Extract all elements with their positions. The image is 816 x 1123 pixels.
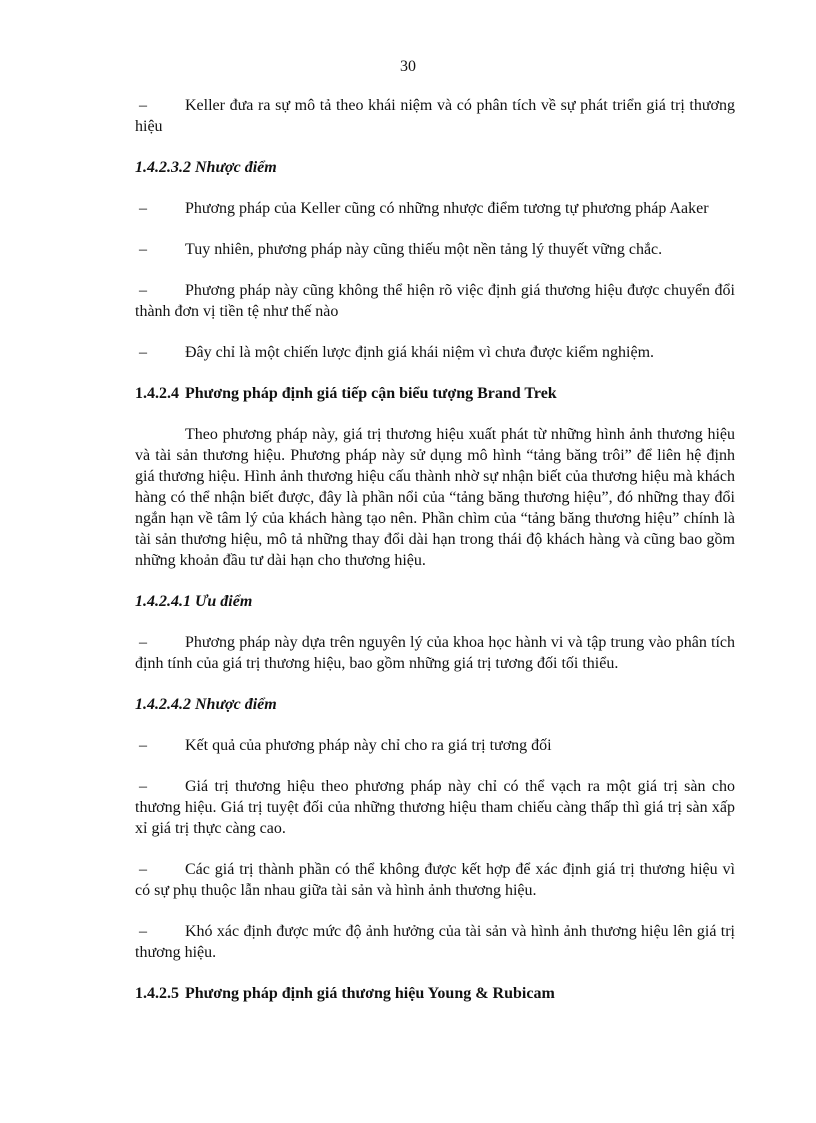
bullet-dash: – <box>139 241 147 258</box>
section-heading <box>135 383 735 404</box>
bullet-text: Tuy nhiên, phương pháp này cũng thiếu một nền tảng lý thuyết vững chắc. <box>185 241 663 258</box>
bullet-text: Kết quả của phương pháp này chỉ cho ra giá trị tương đối <box>185 737 552 754</box>
bullet-item <box>135 735 735 756</box>
bullet-item <box>135 342 735 363</box>
bullet-item <box>135 198 735 219</box>
bullet-dash: – <box>139 923 147 940</box>
section-heading <box>135 983 735 1004</box>
section-number: 1.4.2.5 <box>135 985 179 1002</box>
section-heading: 1.4.2.3.2 Nhược điểm <box>135 159 277 176</box>
section-title: Phương pháp định giá tiếp cận biểu tượng Brand Trek <box>185 385 557 402</box>
bullet-item <box>135 95 735 137</box>
bullet-dash: – <box>139 737 147 754</box>
section-title: Phương pháp định giá thương hiệu Young & Rubicam <box>185 985 555 1002</box>
bullet-item <box>135 776 735 839</box>
bullet-dash: – <box>139 97 147 114</box>
bullet-text: Đây chỉ là một chiến lược định giá khái niệm vì chưa được kiểm nghiệm. <box>185 344 655 361</box>
bullet-text: Phương pháp của Keller cũng có những nhược điểm tương tự phương pháp Aaker <box>185 200 709 217</box>
bullet-item <box>135 239 735 260</box>
bullet-text: Phương pháp này cũng không thể hiện rõ việc định giá thương hiệu được chuyển đổi thành đơn vị tiền tệ như thế nào <box>135 282 735 320</box>
bullet-item <box>135 859 735 901</box>
bullet-text: Khó xác định được mức độ ảnh hưởng của tài sản và hình ảnh thương hiệu lên giá trị thương hiệu. <box>135 923 735 961</box>
bullet-dash: – <box>139 634 147 651</box>
bullet-text: Giá trị thương hiệu theo phương pháp này chỉ có thể vạch ra một giá trị sàn cho thương hiệu. Giá trị tuyệt đối của những thương hiệu tham chiếu càng thấp thì giá trị sàn xấp xỉ giá trị thực càng cao. <box>135 778 735 837</box>
body-paragraph: Theo phương pháp này, giá trị thương hiệu xuất phát từ những hình ảnh thương hiệu và tài sản thương hiệu. Phương pháp này sử dụng mô hình “tảng băng trôi” để liên hệ định giá thương hiệu. Hình ảnh thương hiệu cấu thành nhờ sự nhận biết của thương hiệu mà khách hàng có thể nhận biết được, đây là phần nổi của “tảng băng thương hiệu”, đó những thay đổi ngắn hạn về tâm lý của khách hàng tạo nên. Phần chìm của “tảng băng thương hiệu” chính là tài sản thương hiệu, mô tả những thay đổi dài hạn trong thái độ khách hàng và cũng bao gồm những khoản đầu tư dài hạn cho thương hiệu. <box>135 426 735 569</box>
page-content <box>135 95 735 1024</box>
bullet-text: Phương pháp này dựa trên nguyên lý của khoa học hành vi và tập trung vào phân tích định tính của giá trị thương hiệu, bao gồm những giá trị tương đối tối thiểu. <box>135 634 735 672</box>
bullet-dash: – <box>139 344 147 361</box>
bullet-dash: – <box>139 778 147 795</box>
page-number: 30 <box>400 58 416 75</box>
bullet-text: Keller đưa ra sự mô tả theo khái niệm và có phân tích về sự phát triển giá trị thương hiệu <box>135 97 735 135</box>
section-number: 1.4.2.4 <box>135 385 179 402</box>
bullet-dash: – <box>139 282 147 299</box>
bullet-item <box>135 280 735 322</box>
bullet-text: Các giá trị thành phần có thể không được kết hợp để xác định giá trị thương hiệu vì có sự phụ thuộc lẫn nhau giữa tài sản và hình ảnh thương hiệu. <box>135 861 735 899</box>
bullet-item <box>135 632 735 674</box>
bullet-item <box>135 921 735 963</box>
bullet-dash: – <box>139 200 147 217</box>
section-heading: 1.4.2.4.1 Ưu điểm <box>135 593 253 610</box>
bullet-dash: – <box>139 861 147 878</box>
section-heading: 1.4.2.4.2 Nhược điểm <box>135 696 277 713</box>
